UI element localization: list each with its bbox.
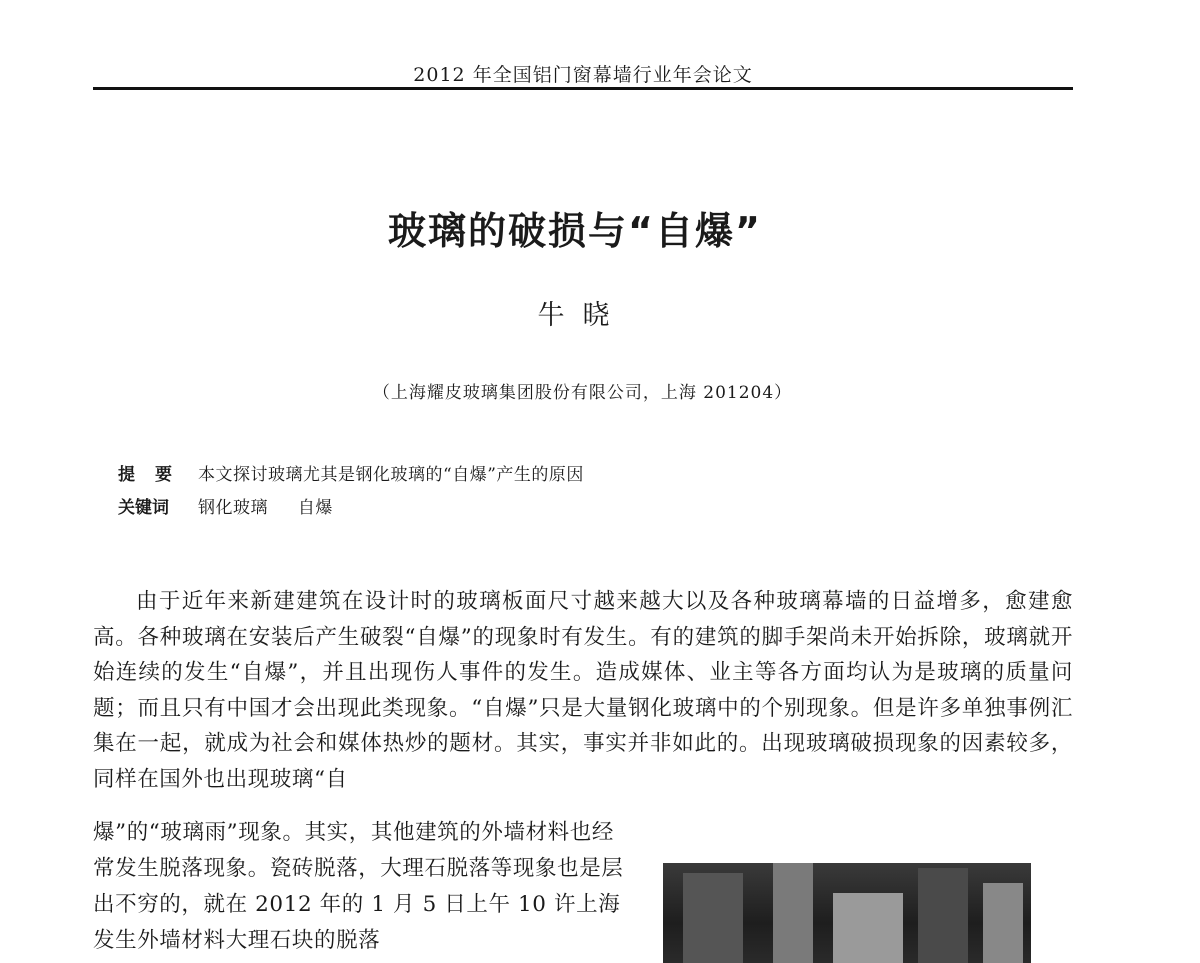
running-header: 2012 年全国铝门窗幕墙行业年会论文: [413, 64, 753, 86]
figure-photo: [663, 863, 1031, 963]
photo-region: [833, 893, 903, 963]
keywords-label: 关键词: [118, 498, 169, 518]
keyword: 自爆: [297, 498, 333, 518]
photo-region: [918, 868, 968, 963]
author-affiliation: （上海耀皮玻璃集团股份有限公司，上海 201204）: [372, 383, 793, 403]
body-paragraph: 由于近年来新建建筑在设计时的玻璃板面尺寸越来越大以及各种玻璃幕墙的日益增多，愈建愈高。各种玻璃在安装后产生破裂“自爆”的现象时有发生。有的建筑的脚手架尚未开始拆除，玻璃就开始连续的发生“自爆”，并且出现伤人事件的发生。造成媒体、业主等各方面均认为是玻璃的质量问题；而且只有中国才会出现此类现象。“自爆”只是大量钢化玻璃中的个别现象。但是许多单独事例汇集在一起，就成为社会和媒体热炒的题材。其实，事实并非如此的。出现玻璃破损现象的因素较多，同样在国外也出现玻璃“自: [93, 589, 1073, 792]
photo-region: [683, 873, 743, 963]
abstract-row: [118, 460, 584, 485]
body-text-wrapped: 爆”的“玻璃雨”现象。其实，其他建筑的外墙材料也经常发生脱落现象。瓷砖脱落，大理石脱落等现象也是层出不穷的，就在 2012 年的 1 月 5 日上午 10 许上海发生外墙材料大理石块的脱落: [93, 820, 624, 953]
keywords-list: [198, 493, 357, 518]
paper-title: 玻璃的破损与“自爆”: [388, 209, 762, 253]
photo-region: [983, 883, 1023, 963]
keywords-row: [118, 493, 357, 518]
author-name: 牛晓: [537, 300, 628, 331]
abstract-label: 提要: [118, 465, 192, 485]
body-text: [93, 584, 1073, 798]
header-rule: [93, 87, 1073, 90]
abstract-text: 本文探讨玻璃尤其是钢化玻璃的“自爆”产生的原因: [198, 465, 584, 485]
keyword: 钢化玻璃: [198, 498, 268, 518]
photo-region: [773, 863, 813, 963]
